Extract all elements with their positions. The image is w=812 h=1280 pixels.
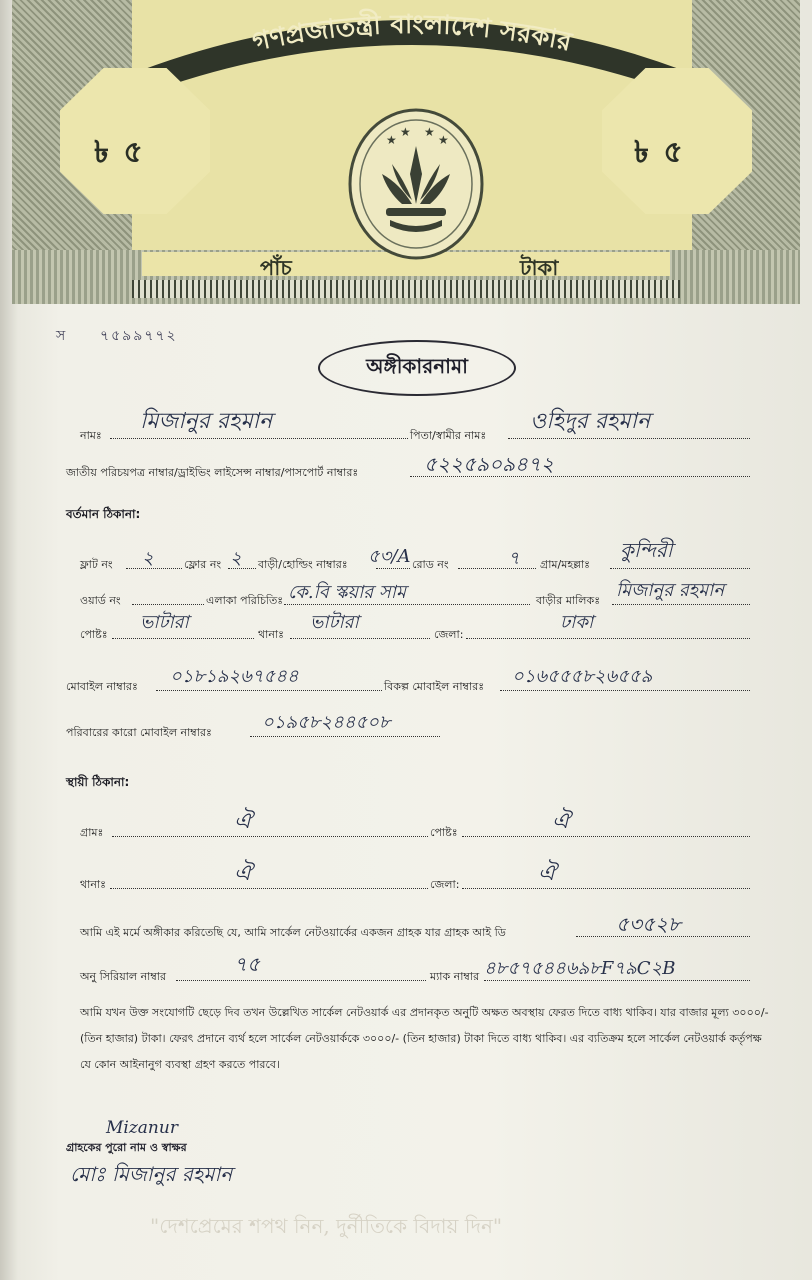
perm-post-line xyxy=(462,836,750,837)
perm-district-line xyxy=(462,888,750,889)
road-value: ৭ xyxy=(508,548,520,569)
declaration-text: আমি এই মর্মে অঙ্গীকার করিতেছি যে, আমি সার্কেল নেটওয়ার্কের একজন গ্রাহক যার গ্রাহক আই ডি xyxy=(80,926,506,939)
mobile-label: মোবাইল নাম্বারঃ xyxy=(66,680,138,693)
serial-prefix: স xyxy=(56,328,66,344)
owner-label: বাড়ীর মালিকঃ xyxy=(536,594,601,607)
flat-value: ২ xyxy=(142,548,154,569)
road-line xyxy=(458,568,536,569)
post-value: ভাটারা xyxy=(140,612,189,633)
perm-village-value: ঐ xyxy=(234,809,252,834)
perm-thana-label: থানাঃ xyxy=(80,878,106,891)
perm-post-label: পোষ্টঃ xyxy=(430,826,458,839)
area-value: কে.বি স্কয়ার সাম xyxy=(288,582,407,603)
flat-label: ফ্লাট নং xyxy=(80,558,113,571)
thana-label: থানাঃ xyxy=(258,628,284,641)
sub-serial-label: অনু সিরিয়াল নাম্বার xyxy=(80,970,167,983)
document-title: অঙ্গীকারনামা xyxy=(318,340,516,396)
serial-number: ৭৫৯৯৭৭২ xyxy=(100,328,178,344)
floor-label: ফ্লোর নং xyxy=(184,558,222,571)
thana-value: ভাটারা xyxy=(310,612,359,633)
perm-thana-line xyxy=(110,888,428,889)
svg-text:★: ★ xyxy=(400,125,411,139)
perm-district-value: ঐ xyxy=(538,861,556,886)
anti-corruption-slogan: "দেশপ্রেমের শপথ নিন, দুর্নীতিকে বিদায় দিন" xyxy=(150,1214,503,1238)
revenue-stamp-header xyxy=(12,0,800,304)
alt-mobile-label: বিকল্প মোবাইল নাম্বারঃ xyxy=(384,680,485,693)
village-value: কুন্দিরী xyxy=(620,538,673,562)
holding-label: বাড়ী/হোল্ডিং নাম্বারঃ xyxy=(258,558,348,571)
perm-post-value: ঐ xyxy=(552,809,570,834)
stamp-government-text: গণপ্রজাতন্ত্রী বাংলাদেশ সরকার xyxy=(249,9,575,58)
national-emblem-icon xyxy=(342,104,490,262)
id-label: জাতীয় পরিচয়পত্র নাম্বার/ড্রাইভিং লাইসেন্স নাম্বার/পাসপোর্ট নাম্বারঃ xyxy=(66,466,359,479)
name-value: মিজানুর রহমান xyxy=(140,409,273,434)
family-mobile-label: পরিবারের কারো মোবাইল নাম্বারঃ xyxy=(66,726,212,739)
id-value: ৫২২৫৯০৯৪৭২ xyxy=(424,452,554,476)
present-address-heading: বর্তমান ঠিকানা: xyxy=(66,507,141,521)
road-label: রোড নং xyxy=(412,558,449,571)
stamp-value-word-right: টাকা xyxy=(520,256,559,280)
stamp-value-word-left: পাঁচ xyxy=(260,256,292,280)
name-label: নামঃ xyxy=(80,429,102,442)
ward-line xyxy=(132,604,204,605)
svg-text:★: ★ xyxy=(386,133,397,147)
post-label: পোষ্টঃ xyxy=(80,628,108,641)
holding-value: ৫৩/A xyxy=(368,546,411,567)
customer-signature: Mizanur xyxy=(106,1118,178,1138)
svg-text:★: ★ xyxy=(424,125,435,139)
district-label: জেলা: xyxy=(434,628,464,641)
svg-text:★: ★ xyxy=(438,133,449,147)
stamp-title-arc xyxy=(122,0,702,100)
stamp-value-numeral-left: ৳ ৫ xyxy=(94,135,145,170)
area-label: এলাকা পরিচিতিঃ xyxy=(206,594,284,607)
father-label: পিতা/স্বামীর নামঃ xyxy=(410,429,487,442)
district-line xyxy=(466,638,750,639)
mobile-value: ০১৮১৯২৬৭৫৪৪ xyxy=(170,666,299,687)
owner-value: মিজানুর রহমান xyxy=(616,580,725,601)
ward-label: ওয়ার্ড নং xyxy=(80,594,121,607)
perm-village-label: গ্রামঃ xyxy=(80,826,104,839)
village-label: গ্রাম/মহল্লাঃ xyxy=(540,558,591,571)
perm-district-label: জেলা: xyxy=(430,878,460,891)
sub-serial-value: ৭৫ xyxy=(234,952,260,976)
customer-full-name: মোঃ মিজানুর রহমান xyxy=(70,1162,233,1186)
sub-serial-line xyxy=(176,980,426,981)
floor-value: ২ xyxy=(230,548,242,569)
perm-village-line xyxy=(112,836,428,837)
mac-value: ৪৮৫৭৫৪৪৬৯৮F৭৯C২B xyxy=(484,958,676,979)
customer-id-value: ৫৩৫২৮ xyxy=(616,912,681,936)
perm-thana-value: ঐ xyxy=(234,861,252,886)
flat-line xyxy=(126,568,182,569)
stamp-border-strip xyxy=(132,280,680,298)
stamp-value-numeral-right: ৳ ৫ xyxy=(634,135,685,170)
terms-paragraph: আমি যখন উক্ত সংযোগটি ছেড়ে দিব তখন উল্লেখিত সার্কেল নেটওয়ার্ক এর প্রদানকৃত অনুটি অক্ষত অবস্থায় ফেরত দিতে বাধ্য থাকিব। যার বাজার মূল্য ৩০০০/- (তিন হাজার) টাকা। ফেরৎ প্রদানে ব্যর্থ হলে সার্কেল নেটওয়ার্ককে ৩০০০/- (তিন হাজার) টাকা দিতে বাধ্য থাকিব। এর ব্যতিক্রম হলে সার্কেল নেটওয়ার্ক কর্তৃপক্ষ যে কোন আইনানুগ ব্যবস্থা গ্রহণ করতে পারবে। xyxy=(80,1006,769,1071)
alt-mobile-value: ০১৬৫৫৫৮২৬৫৫৯ xyxy=(512,666,653,687)
signature-label: গ্রাহকের পুরো নাম ও স্বাক্ষর xyxy=(66,1141,187,1154)
family-mobile-value: ০১৯৫৮২৪৪৫০৮ xyxy=(262,712,391,733)
district-value: ঢাকা xyxy=(560,612,594,633)
permanent-address-heading: স্থায়ী ঠিকানা: xyxy=(66,775,130,789)
father-value: ওহিদুর রহমান xyxy=(530,409,651,434)
mac-label: ম্যাক নাম্বার xyxy=(430,970,480,983)
